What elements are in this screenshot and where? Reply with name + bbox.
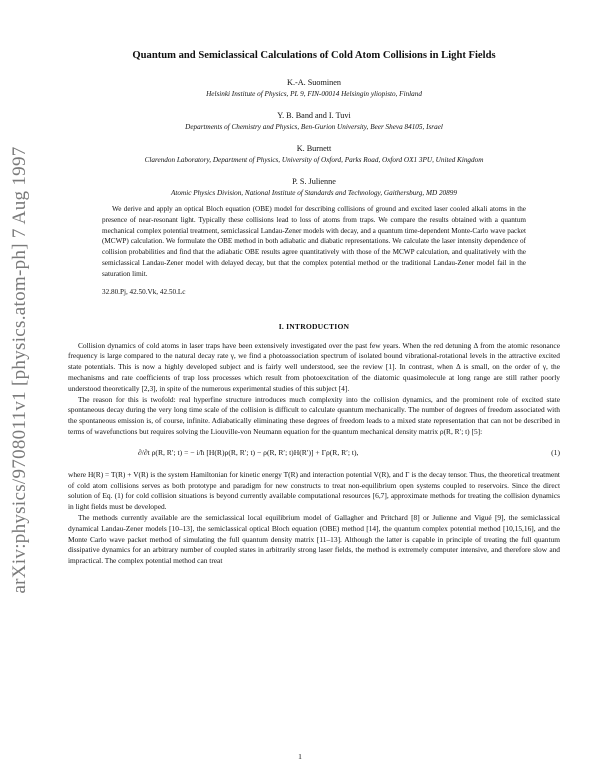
equation-lhs: ∂/∂t ρ(R, R′; t) = − — [138, 447, 195, 457]
arxiv-stamp: arXiv:physics/9708011v1 [physics.atom-ph] 7 Aug 1997 — [9, 146, 30, 594]
pacs-codes: 32.80.Pj, 42.50.Vk, 42.50.Lc — [102, 287, 186, 296]
equation-number: (1) — [551, 447, 560, 457]
body-paragraph: The reason for this is twofold: real hyperfine structure introduces much complexity into the collision dynamics, and the prominent role of excited state spontaneous decay during the very long time scale of the collision is difficult to calculate quantum mechanically. The number of degrees of freedom associated with the spontaneous emission is, of course, infinite. Adiabatically eliminating these degrees of freedom leads to a mixed state representation that can not be described in terms of wavefunctions but requires solving the Liouville-von Neumann equation for the quantum mechanical density matrix ρ(R, R′; t) [5]: — [68, 394, 560, 436]
author-block — [68, 77, 560, 198]
author-affiliation: Clarendon Laboratory, Department of Physics, University of Oxford, Parks Road, Oxford OX1 3PU, United Kingdom — [144, 156, 484, 164]
equation-fraction: i/ħ — [196, 447, 205, 457]
paper-page — [68, 50, 560, 567]
paper-title: Quantum and Semiclassical Calculations of Cold Atom Collisions in Light Fields — [132, 50, 496, 61]
author-affiliation: Departments of Chemistry and Physics, Ben-Gurion University, Beer Sheva 84105, Israel — [185, 123, 443, 131]
author-name: P. S. Julienne — [292, 177, 336, 186]
equation-1 — [68, 442, 560, 466]
abstract: We derive and apply an optical Bloch equation (OBE) model for describing collisions of ground and excited laser cooled alkali atoms in the presence of near-resonant light. Typically these collisions lead to loss of atoms from traps. We compare the results obtained with a quantum mechanical complex potential treatment, semiclassical Landau-Zener models with decay, and a quantum time-dependent Monte-Carlo wave packet (MCWP) calculation. We formulate the OBE method in both adiabatic and diabatic representations. We calculate the laser intensity dependence of collision probabilities and find that the adiabatic OBE results agree quantitatively with those of the MCWP calculation, and qualitatively with the semiclassical Landau-Zener model with delayed decay, but that the complex potential method or the traditional Landau-Zener model fail in the saturation limit. — [102, 205, 526, 278]
author-affiliation: Atomic Physics Division, National Institute of Standards and Technology, Gaithersburg, MD 20899 — [171, 189, 457, 197]
page-number: 1 — [298, 752, 302, 761]
section-heading: I. INTRODUCTION — [278, 321, 350, 331]
author-affiliation: Helsinki Institute of Physics, PL 9, FIN-00014 Helsingin yliopisto, Finland — [206, 90, 422, 98]
body-paragraph: The methods currently available are the semiclassical local equilibrium model of Gallagher and Pritchard [8] or Julienne and Vigué [9], the semiclassical dynamical Landau-Zener models [10–13], the semiclassical optical Bloch equation (OBE) method [14], the quantum complex potential method [10,15,16], and the Monte Carlo wave packet method of simulating the full quantum density matrix [11–13]. Although the latter is capable in principle of treating the full quantum dissipative dynamics for an arbitrary number of coupled states in arbitrarily strong laser fields, the method is extremely computer intensive, and therefore slow and impractical. The complex potential method can treat — [68, 512, 560, 566]
equation-body — [138, 448, 358, 457]
author-name: Y. B. Band and I. Tuvi — [277, 111, 351, 120]
arxiv-stamp-margin — [0, 0, 40, 776]
author-name: K.-A. Suominen — [287, 78, 341, 87]
body-paragraph: where H(R) = T(R) + V(R) is the system Hamiltonian for kinetic energy T(R) and interaction potential V(R), and Γ is the decay tensor. Thus, the theoretical treatment of cold atom collisions serves as both prototype and paradigm for new constructs to treat non-equilibrium open systems coupled to reservoirs. Since the direct solution of Eq. (1) for cold collision situations is beyond currently available computational resources [6,7], approximate methods for treating the collision dynamics in light fields must be developed. — [68, 469, 560, 512]
author-name: K. Burnett — [296, 144, 332, 153]
equation-rhs: [H(R)ρ(R, R′; t) − ρ(R, R′; t)H(R′)] + Γρ(R, R′; t), — [206, 447, 359, 457]
body-paragraph: Collision dynamics of cold atoms in laser traps have been extensively investigated over the past few years. When the red detuning Δ from the atomic resonance frequency is large compared to the natural decay rate γ, we find a photoassociation spectrum of isolated bound vibrational-rotational levels in the attractive excited state potentials. This is now a highly developed subject and is fairly well understood, see the review [1]. In contrast, when Δ is small, on the order of γ, the mechanisms and rate coefficients of trap loss processes which result from photoexcitation of the diatomic quasimolecule at long range are still rather poorly understood theoretically [2,3], in spite of the numerous experimental studies of this subject [4]. — [68, 340, 560, 393]
